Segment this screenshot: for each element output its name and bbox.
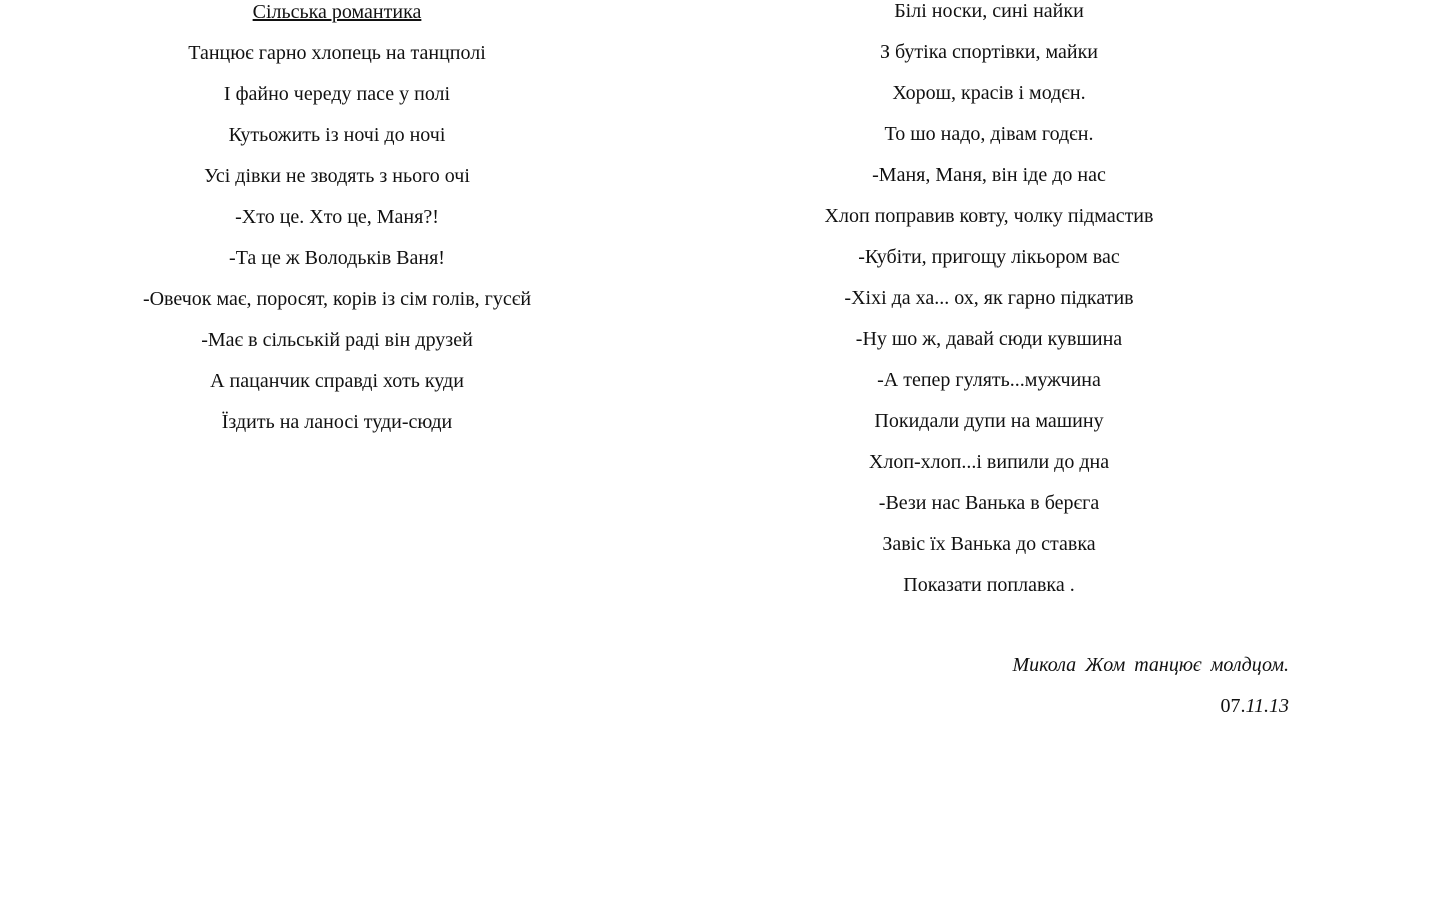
poem-line: -Та це ж Володьків Ваня! <box>229 247 445 269</box>
poem-line: Хорош, красів і модєн. <box>892 82 1086 104</box>
poem-line: Кутьожить із ночі до ночі <box>228 124 446 146</box>
poem-left-column <box>37 0 637 451</box>
signature-date-rest: 11.13 <box>1245 695 1289 717</box>
poem-line: Покидали дупи на машину <box>874 410 1104 432</box>
poem-line: Показати поплавка . <box>903 574 1075 596</box>
poem-line: З бутіка спортівки, майки <box>879 41 1099 63</box>
poem-line: -Кубіти, пригощу лікьором вас <box>858 246 1120 268</box>
poem-line: -Маня, Маня, він іде до нас <box>872 164 1106 186</box>
poem-line: І файно череду пасе у полі <box>223 83 451 105</box>
poem-line: А пацанчик справді хоть куди <box>210 370 464 392</box>
poem-line: Завіс їх Ванька до ставка <box>882 533 1096 555</box>
poem-line: Танцює гарно хлопець на танцполі <box>188 42 486 64</box>
poem-line: Усі дівки не зводять з нього очі <box>204 165 470 187</box>
poem-line: -Хіхі да ха... ох, як гарно підкатив <box>844 287 1134 309</box>
poem-line: -Ну шо ж, давай сюди кувшина <box>855 328 1123 350</box>
poem-line: -А тепер гулять...мужчина <box>877 369 1101 391</box>
poem-line: Хлоп поправив ковту, чолку підмастив <box>824 205 1154 227</box>
poem-line: Їздить на ланосі туди-сюди <box>221 411 453 433</box>
signature-author: Микола Жом танцює молдцом. <box>1012 654 1289 676</box>
poem-right-column <box>689 0 1289 614</box>
poem-line: -Хто це. Хто це, Маня?! <box>235 206 439 228</box>
poem-line: -Має в сільській раді він друзей <box>201 329 473 351</box>
signature-date-day: 07. <box>1220 695 1246 717</box>
poem-line: Білі носки, сині найки <box>894 0 1084 22</box>
poem-line: Хлоп-хлоп...і випили до дна <box>868 451 1110 473</box>
signature-date <box>689 694 1289 718</box>
poem-line: -Овечок має, поросят, корів із сім голів, гусєй <box>142 288 532 310</box>
poem-line: То шо надо, дівам годєн. <box>884 123 1094 145</box>
poem-title: Сільська романтика <box>252 1 422 23</box>
poem-line: -Вези нас Ванька в берєга <box>878 492 1100 514</box>
